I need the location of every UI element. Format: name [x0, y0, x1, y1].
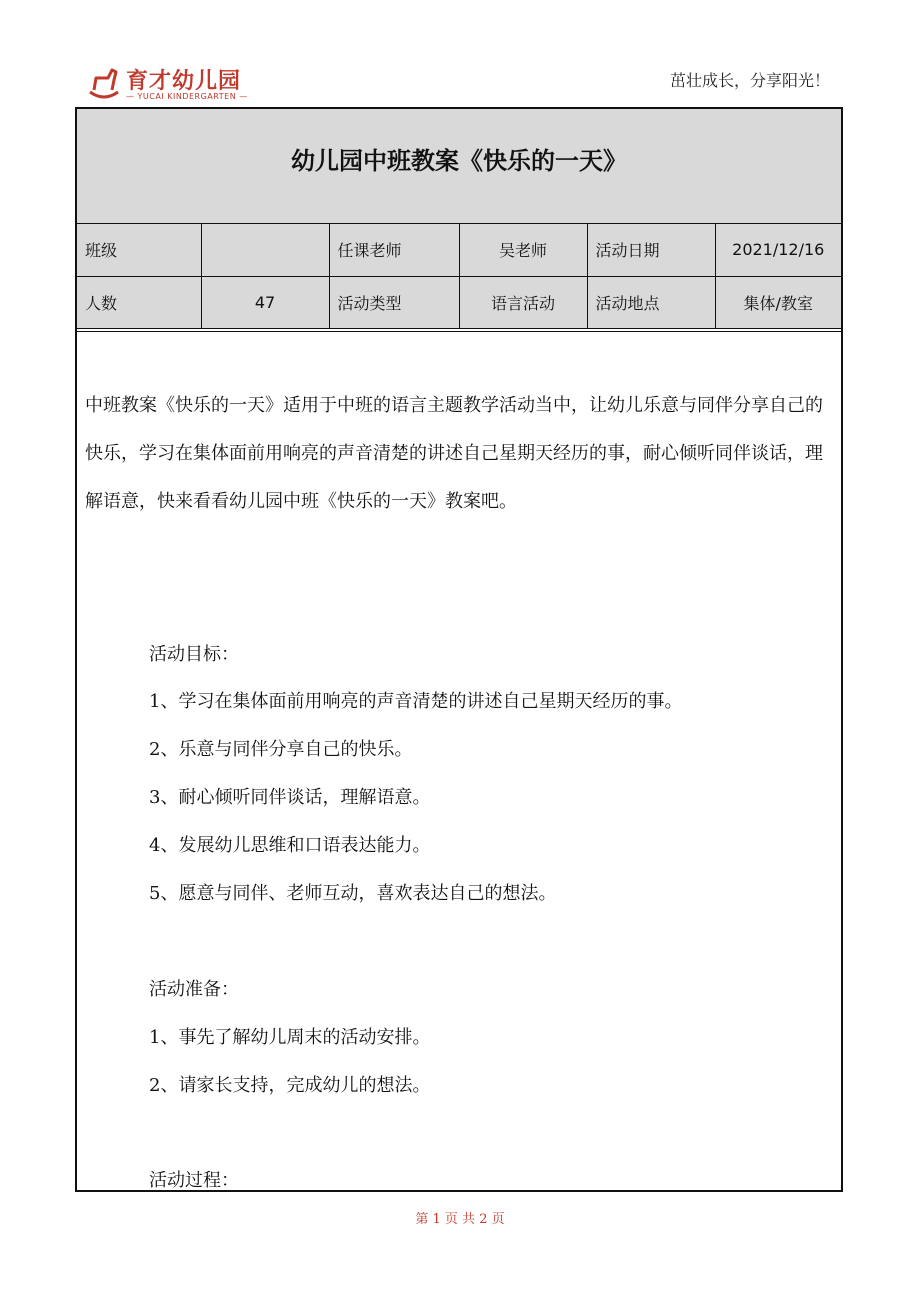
value-class: [201, 224, 329, 276]
logo-subtitle: — YUCAI KINDERGARTEN —: [126, 92, 248, 101]
page-footer: 第 1 页 共 2 页: [415, 1212, 505, 1227]
page-title: 幼儿园中班教案《快乐的一天》: [291, 147, 627, 175]
table-row: [77, 276, 841, 328]
label-activity-type: 活动类型: [329, 276, 459, 328]
lesson-plan-frame: [75, 107, 843, 1192]
goal-item: 2、乐意与同伴分享自己的快乐。: [149, 739, 413, 760]
page-header: [0, 0, 920, 106]
prep-item: 1、事先了解幼儿周末的活动安排。: [149, 1027, 431, 1048]
goals-heading: 活动目标：: [149, 644, 239, 665]
goal-item: 3、耐心倾听同伴谈话，理解语意。: [149, 787, 431, 808]
value-date: 2021/12/16: [715, 224, 841, 276]
logo-text: 育才幼儿园: [126, 69, 242, 94]
process-heading: 活动过程：: [149, 1170, 239, 1191]
info-table: [77, 224, 841, 329]
intro-paragraph: 中班教案《快乐的一天》适用于中班的语言主题教学活动当中，让幼儿乐意与同伴分享自己的快乐，学习在集体面前用响亮的声音清楚的讲述自己星期天经历的事，耐心倾听同伴谈话，理解语意，快来看看幼儿园中班《快乐的一天》教案吧。: [85, 395, 823, 512]
goal-item: 1、学习在集体面前用响亮的声音清楚的讲述自己星期天经历的事。: [149, 691, 683, 712]
value-teacher: 吴老师: [459, 224, 587, 276]
goal-item: 4、发展幼儿思维和口语表达能力。: [149, 835, 431, 856]
value-activity-type: 语言活动: [459, 276, 587, 328]
rocking-horse-icon: [86, 62, 122, 102]
prep-heading: 活动准备：: [149, 979, 239, 1000]
label-location: 活动地点: [587, 276, 715, 328]
goal-item: 5、愿意与同伴、老师互动，喜欢表达自己的想法。: [149, 883, 557, 904]
title-cell: [77, 109, 841, 224]
prep-item: 2、请家长支持，完成幼儿的想法。: [149, 1075, 431, 1096]
label-count: 人数: [77, 276, 201, 328]
label-class: 班级: [77, 224, 201, 276]
lesson-body: [77, 331, 841, 1192]
label-teacher: 任课老师: [329, 224, 459, 276]
table-row: [77, 224, 841, 276]
label-date: 活动日期: [587, 224, 715, 276]
value-count: 47: [201, 276, 329, 328]
kindergarten-logo: [86, 62, 246, 106]
value-location: 集体/教室: [715, 276, 841, 328]
header-slogan: 茁壮成长，分享阳光！: [669, 71, 830, 90]
